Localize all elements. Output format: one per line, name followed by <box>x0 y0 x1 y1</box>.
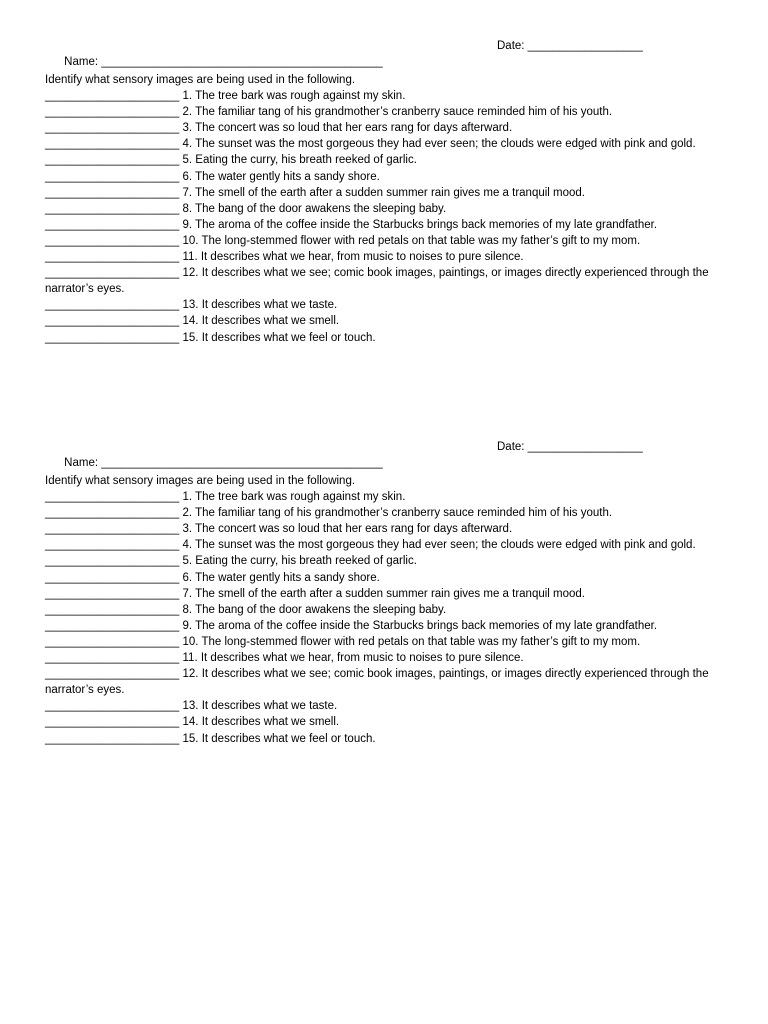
question-text: 9. The aroma of the coffee inside the Starbucks brings back memories of my late grandfather. <box>182 218 658 231</box>
question-text: 7. The smell of the earth after a sudden summer rain gives me a tranquil mood. <box>182 587 586 600</box>
answer-blank: _____________________ <box>45 555 180 568</box>
question-item <box>45 201 725 217</box>
question-text: 10. The long-stemmed flower with red petals on that table was my father’s gift to my mom. <box>182 234 641 247</box>
question-text: 13. It describes what we taste. <box>182 700 338 713</box>
answer-blank: _____________________ <box>45 331 180 344</box>
question-text: 1. The tree bark was rough against my skin. <box>182 90 406 103</box>
question-text: 2. The familiar tang of his grandmother’s cranberry sauce reminded him of his youth. <box>182 507 613 520</box>
question-text: 10. The long-stemmed flower with red petals on that table was my father’s gift to my mom. <box>182 635 641 648</box>
answer-blank: _____________________ <box>45 267 180 280</box>
question-text: 3. The concert was so loud that her ears rang for days afterward. <box>182 122 513 135</box>
question-text: 2. The familiar tang of his grandmother’s cranberry sauce reminded him of his youth. <box>182 106 613 119</box>
question-item <box>45 650 725 666</box>
answer-blank: _____________________ <box>45 716 180 729</box>
question-item <box>45 249 725 265</box>
question-item <box>45 330 725 346</box>
answer-blank: _____________________ <box>45 587 180 600</box>
answer-blank: _____________________ <box>45 652 180 665</box>
question-item <box>45 634 725 650</box>
answer-blank: _____________________ <box>45 202 180 215</box>
question-item <box>45 489 725 505</box>
question-text: 14. It describes what we smell. <box>182 716 340 729</box>
question-item <box>45 505 725 521</box>
question-item <box>45 714 725 730</box>
question-item <box>45 618 725 634</box>
question-item <box>45 666 725 698</box>
worksheet <box>45 38 725 346</box>
question-list <box>45 88 725 346</box>
question-item <box>45 602 725 618</box>
answer-blank: _____________________ <box>45 539 180 552</box>
date-field: Date: __________________ <box>497 40 643 52</box>
question-text: 12. It describes what we see; comic book images, paintings, or images directly experienced through the narrator’s eyes. <box>45 668 709 697</box>
question-item <box>45 104 725 120</box>
instructions: Identify what sensory images are being used in the following. <box>45 74 356 86</box>
question-text: 1. The tree bark was rough against my skin. <box>182 491 406 504</box>
answer-blank: _____________________ <box>45 234 180 247</box>
question-item <box>45 313 725 329</box>
question-text: 5. Eating the curry, his breath reeked of garlic. <box>182 555 417 568</box>
question-item <box>45 265 725 297</box>
question-text: 11. It describes what we hear, from music to noises to pure silence. <box>182 652 524 665</box>
question-item <box>45 136 725 152</box>
question-text: 5. Eating the curry, his breath reeked of garlic. <box>182 154 417 167</box>
answer-blank: _____________________ <box>45 619 180 632</box>
worksheet-header <box>45 439 725 470</box>
question-item <box>45 297 725 313</box>
question-text: 13. It describes what we taste. <box>182 299 338 312</box>
answer-blank: _____________________ <box>45 299 180 312</box>
answer-blank: _____________________ <box>45 571 180 584</box>
question-item <box>45 217 725 233</box>
question-item <box>45 88 725 104</box>
question-item <box>45 120 725 136</box>
name-field: Name: ____________________________________________ <box>64 457 383 470</box>
answer-blank: _____________________ <box>45 603 180 616</box>
answer-blank: _____________________ <box>45 186 180 199</box>
answer-blank: _____________________ <box>45 635 180 648</box>
question-text: 15. It describes what we feel or touch. <box>182 732 376 745</box>
worksheet-header <box>45 38 725 69</box>
question-text: 6. The water gently hits a sandy shore. <box>182 170 380 183</box>
question-item <box>45 169 725 185</box>
question-text: 6. The water gently hits a sandy shore. <box>182 571 380 584</box>
answer-blank: _____________________ <box>45 106 180 119</box>
question-item <box>45 698 725 714</box>
answer-blank: _____________________ <box>45 122 180 135</box>
question-item <box>45 586 725 602</box>
question-item <box>45 185 725 201</box>
answer-blank: _____________________ <box>45 523 180 536</box>
worksheet <box>45 439 725 747</box>
question-text: 4. The sunset was the most gorgeous they had ever seen; the clouds were edged with pink and gold. <box>182 539 696 552</box>
question-list <box>45 489 725 747</box>
answer-blank: _____________________ <box>45 170 180 183</box>
date-field: Date: __________________ <box>497 441 643 453</box>
question-text: 15. It describes what we feel or touch. <box>182 331 376 344</box>
question-text: 14. It describes what we smell. <box>182 315 340 328</box>
question-item <box>45 570 725 586</box>
question-text: 3. The concert was so loud that her ears rang for days afterward. <box>182 523 513 536</box>
answer-blank: _____________________ <box>45 507 180 520</box>
question-item <box>45 553 725 569</box>
question-item <box>45 152 725 168</box>
answer-blank: _____________________ <box>45 218 180 231</box>
question-text: 9. The aroma of the coffee inside the Starbucks brings back memories of my late grandfather. <box>182 619 658 632</box>
question-item <box>45 731 725 747</box>
question-text: 8. The bang of the door awakens the sleeping baby. <box>182 202 447 215</box>
instructions: Identify what sensory images are being used in the following. <box>45 475 356 487</box>
answer-blank: _____________________ <box>45 700 180 713</box>
answer-blank: _____________________ <box>45 251 180 264</box>
name-field: Name: ____________________________________________ <box>64 56 383 69</box>
answer-blank: _____________________ <box>45 732 180 745</box>
question-text: 4. The sunset was the most gorgeous they had ever seen; the clouds were edged with pink and gold. <box>182 138 696 151</box>
question-item <box>45 537 725 553</box>
question-text: 7. The smell of the earth after a sudden summer rain gives me a tranquil mood. <box>182 186 586 199</box>
answer-blank: _____________________ <box>45 138 180 151</box>
answer-blank: _____________________ <box>45 90 180 103</box>
answer-blank: _____________________ <box>45 315 180 328</box>
question-item <box>45 521 725 537</box>
answer-blank: _____________________ <box>45 491 180 504</box>
answer-blank: _____________________ <box>45 154 180 167</box>
question-item <box>45 233 725 249</box>
answer-blank: _____________________ <box>45 668 180 681</box>
question-text: 12. It describes what we see; comic book images, paintings, or images directly experienced through the narrator’s eyes. <box>45 267 709 296</box>
question-text: 11. It describes what we hear, from music to noises to pure silence. <box>182 251 524 264</box>
question-text: 8. The bang of the door awakens the sleeping baby. <box>182 603 447 616</box>
